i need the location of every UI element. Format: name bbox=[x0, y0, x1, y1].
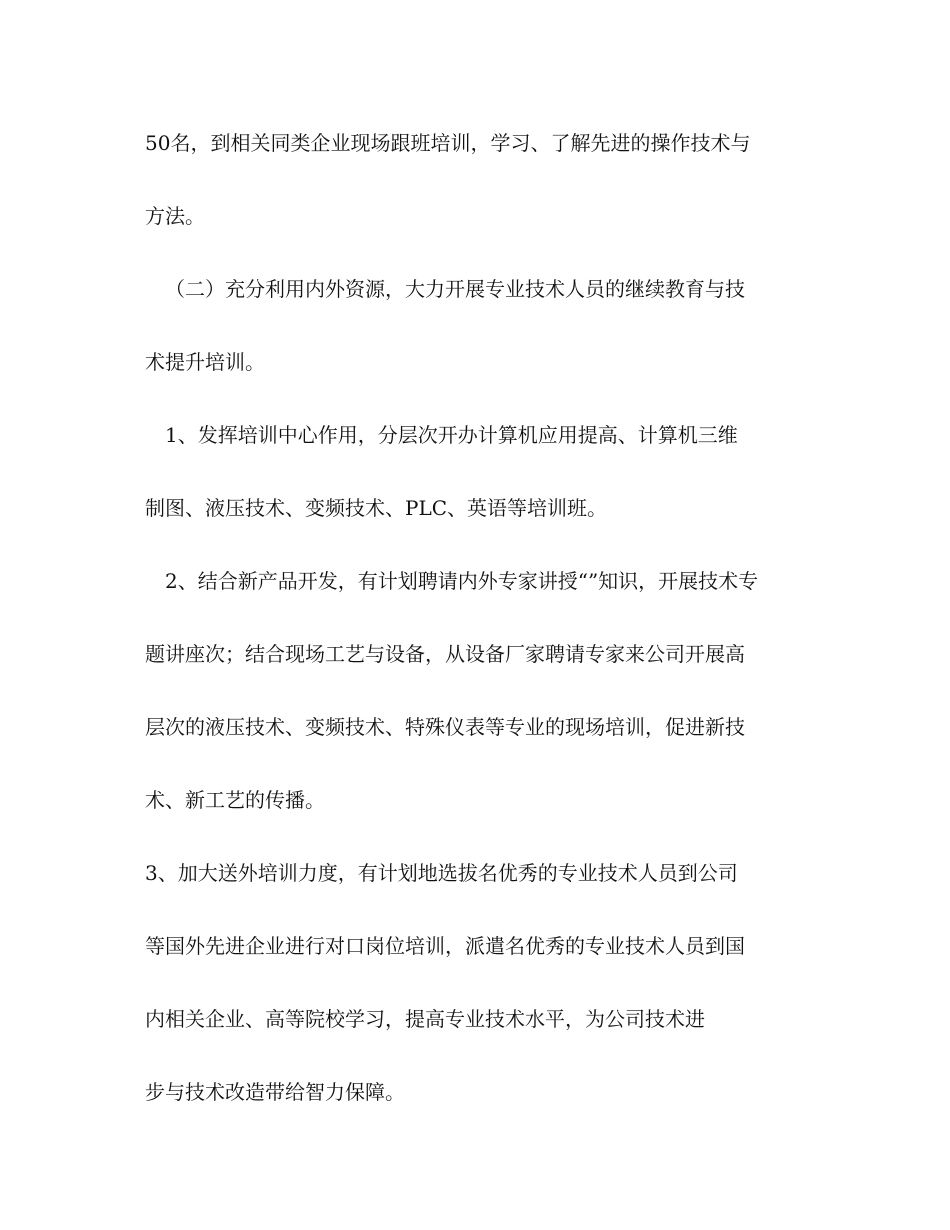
text-line-4: 术提升培训。 bbox=[145, 350, 265, 374]
text-line-9: 层次的液压技术、变频技术、特殊仪表等专业的现场培训，促进新技 bbox=[145, 715, 745, 739]
text-line-7: 2、结合新产品开发，有计划聘请内外专家讲授“”知识，开展技术专 bbox=[165, 569, 759, 593]
text-line-14: 步与技术改造带给智力保障。 bbox=[145, 1080, 405, 1104]
text-line-2: 方法。 bbox=[145, 204, 205, 228]
text-line-11: 3、加大送外培训力度，有计划地选拔名优秀的专业技术人员到公司 bbox=[145, 861, 738, 885]
text-line-8: 题讲座次；结合现场工艺与设备，从设备厂家聘请专家来公司开展高 bbox=[145, 642, 745, 666]
text-line-6: 制图、液压技术、变频技术、PLC、英语等培训班。 bbox=[145, 496, 608, 520]
text-line-3: （二）充分利用内外资源，大力开展专业技术人员的继续教育与技 bbox=[165, 277, 745, 301]
text-line-12: 等国外先进企业进行对口岗位培训，派遣名优秀的专业技术人员到国 bbox=[145, 934, 745, 958]
text-line-5: 1、发挥培训中心作用，分层次开办计算机应用提高、计算机三维 bbox=[165, 423, 738, 447]
text-line-10: 术、新工艺的传播。 bbox=[145, 788, 325, 812]
text-line-13: 内相关企业、高等院校学习，提高专业技术水平，为公司技术进 bbox=[145, 1007, 705, 1031]
text-line-1: 50名，到相关同类企业现场跟班培训，学习、了解先进的操作技术与 bbox=[145, 131, 751, 155]
